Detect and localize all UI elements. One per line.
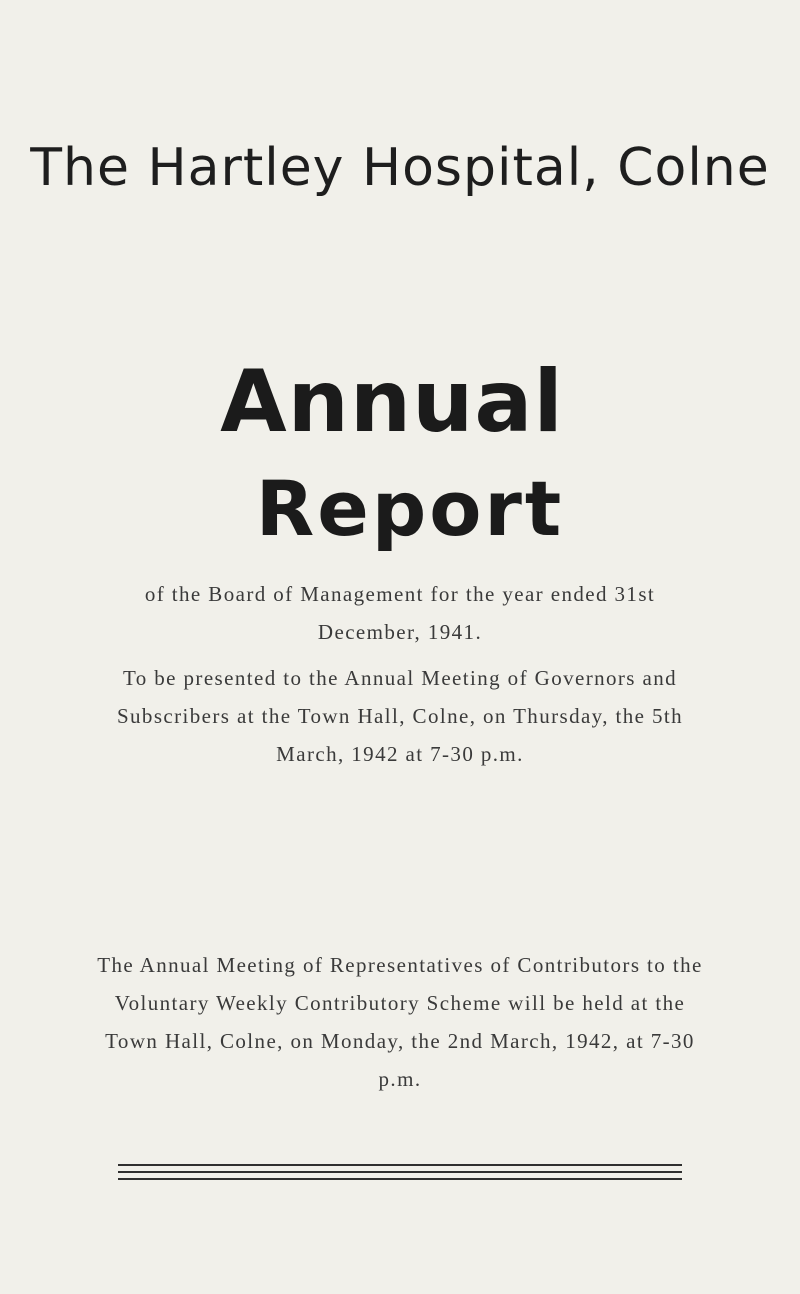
governors-meeting-notice: To be presented to the Annual Meeting of Governors and Subscribers at the Town Hall, Colne, on Thursday, the 5th March, 1942 at 7-30 p.m. (116, 666, 684, 766)
report-heading-report: Report (255, 464, 565, 553)
report-heading-annual: Annual (220, 352, 564, 452)
closing-rule-lines (118, 1164, 682, 1185)
rule-line (118, 1171, 682, 1173)
report-subtitle: of the Board of Management for the year ended 31st December, 1941. (144, 582, 656, 644)
rule-line (118, 1178, 682, 1180)
rule-line (118, 1164, 682, 1166)
hospital-title: The Hartley Hospital, Colne (30, 138, 770, 198)
representatives-meeting-notice: The Annual Meeting of Representatives of Contributors to the Voluntary Weekly Contributory Scheme will be held at the Town Hall, Colne, on Monday, the 2nd March, 1942, at 7-30 p.m. (97, 953, 703, 1091)
